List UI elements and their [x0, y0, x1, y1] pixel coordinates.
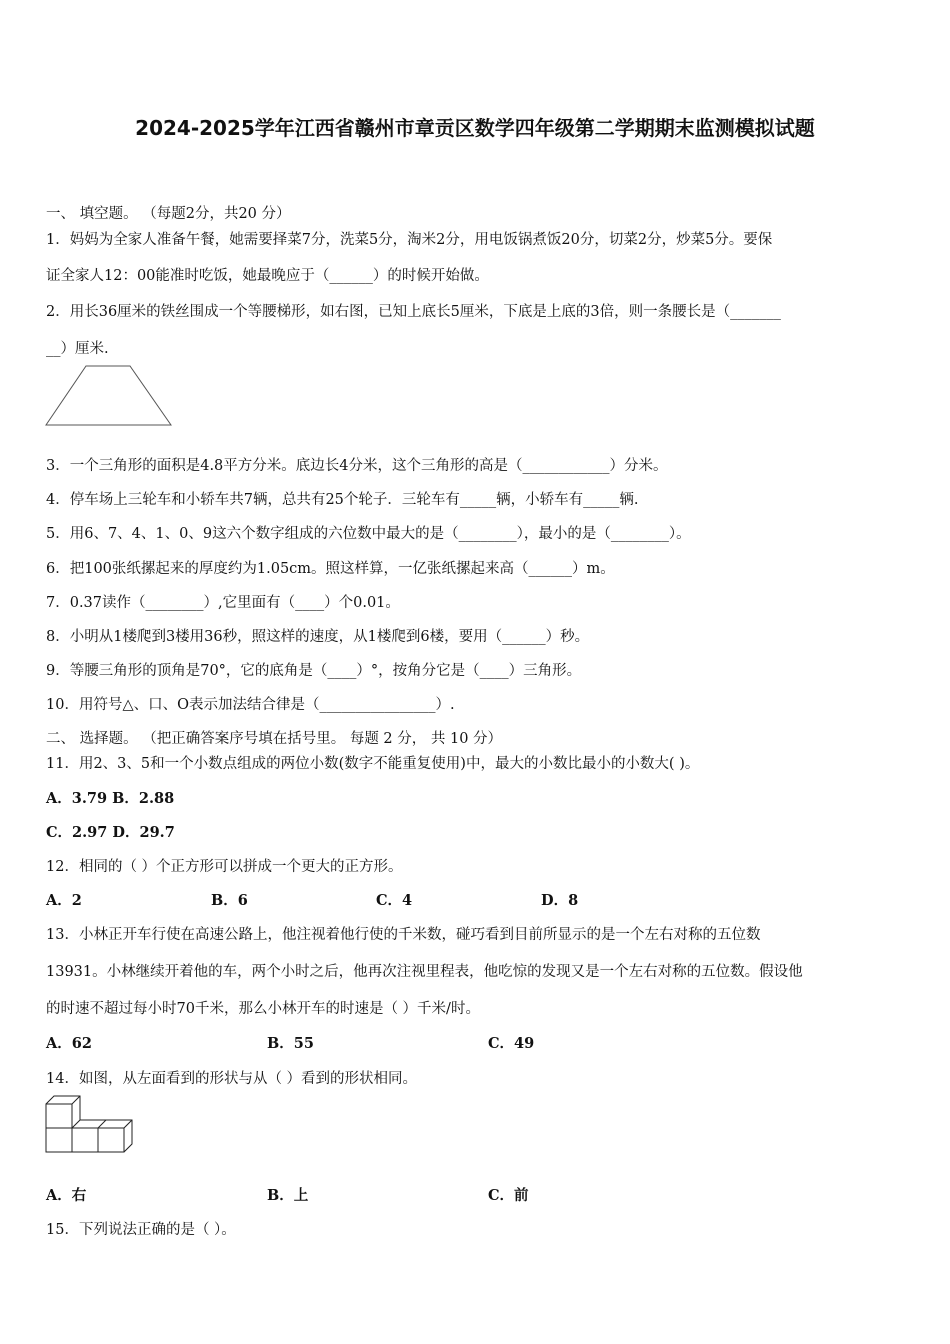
- question-15: 15．下列说法正确的是（ ）。: [46, 1222, 236, 1238]
- question-12-option-a: A．2: [46, 892, 82, 909]
- question-5: 5．用6、7、4、1、0、9这六个数字组成的六位数中最大的是（________），最小的是（________）。: [46, 526, 691, 542]
- question-12: 12．相同的（ ）个正方形可以拼成一个更大的正方形。: [46, 859, 403, 875]
- question-3: 3．一个三角形的面积是4.8平方分米。底边长4分米，这个三角形的高是（____________）分米。: [46, 458, 668, 474]
- question-7: 7．0.37读作（________）,它里面有（____）个0.01。: [46, 595, 400, 611]
- cube-stack-figure: [44, 1094, 136, 1154]
- section-heading-choice: 二、 选择题。 （把正确答案序号填在括号里。 每题 2 分， 共 10 分）: [46, 731, 503, 747]
- question-1-line-1: 1．妈妈为全家人准备午餐，她需要择菜7分，洗菜5分，淘米2分，用电饭锅煮饭20分，切菜2分，炒菜5分。要保: [46, 232, 773, 248]
- question-14-option-a: A．右: [46, 1187, 87, 1204]
- question-12-option-d: D．8: [541, 892, 579, 909]
- question-13-line-1: 13．小林正开车行使在高速公路上，他注视着他行使的千米数，碰巧看到目前所显示的是一个左右对称的五位数: [46, 927, 761, 943]
- question-13-option-c: C．49: [488, 1035, 535, 1052]
- question-13-option-a: A．62: [46, 1035, 92, 1052]
- question-14-option-c: C．前: [488, 1187, 529, 1204]
- question-9: 9．等腰三角形的顶角是70°，它的底角是（____）°，按角分它是（____）三角形。: [46, 663, 582, 679]
- trapezoid-figure: [44, 364, 174, 428]
- question-8: 8．小明从1楼爬到3楼用36秒，照这样的速度，从1楼爬到6楼，要用（______）秒。: [46, 629, 590, 645]
- question-11-options-ab: A．3.79 B．2.88: [46, 790, 175, 807]
- question-13-option-b: B．55: [267, 1035, 314, 1052]
- question-11-options-cd: C．2.97 D．29.7: [46, 824, 175, 841]
- question-14-option-b: B．上: [267, 1187, 309, 1204]
- question-10: 10．用符号△、口、O表示加法结合律是（________________）.: [46, 697, 455, 713]
- question-14: 14．如图，从左面看到的形状与从（ ）看到的形状相同。: [46, 1071, 418, 1087]
- question-11: 11．用2、3、5和一个小数点组成的两位小数(数字不能重复使用)中，最大的小数比最小的小数大( )。: [46, 756, 700, 772]
- question-13-line-2: 13931。小林继续开着他的车，两个小时之后，他再次注视里程表，他吃惊的发现又是一个左右对称的五位数。假设他: [46, 964, 803, 980]
- question-4: 4．停车场上三轮车和小轿车共7辆，总共有25个轮子．三轮车有_____辆，小轿车有_____辆.: [46, 492, 639, 508]
- question-13-line-3: 的时速不超过每小时70千米，那么小林开车的时速是（ ）千米/时。: [46, 1001, 480, 1017]
- question-2-line-1: 2．用长36厘米的铁丝围成一个等腰梯形，如右图，已知上底长5厘米，下底是上底的3倍，则一条腰长是（_______: [46, 304, 781, 320]
- question-12-option-b: B．6: [211, 892, 248, 909]
- question-1-line-2: 证全家人12：00能准时吃饭，她最晚应于（______）的时候开始做。: [46, 268, 489, 284]
- question-12-option-c: C．4: [376, 892, 413, 909]
- page-title: 2024-2025学年江西省赣州市章贡区数学四年级第二学期期末监测模拟试题: [135, 116, 815, 140]
- question-6: 6．把100张纸摞起来的厚度约为1.05cm。照这样算，一亿张纸摞起来高（______）m。: [46, 561, 615, 577]
- question-2-line-2: __）厘米.: [46, 341, 109, 357]
- section-heading-fill-blank: 一、 填空题。 （每题2分，共20 分）: [46, 206, 291, 222]
